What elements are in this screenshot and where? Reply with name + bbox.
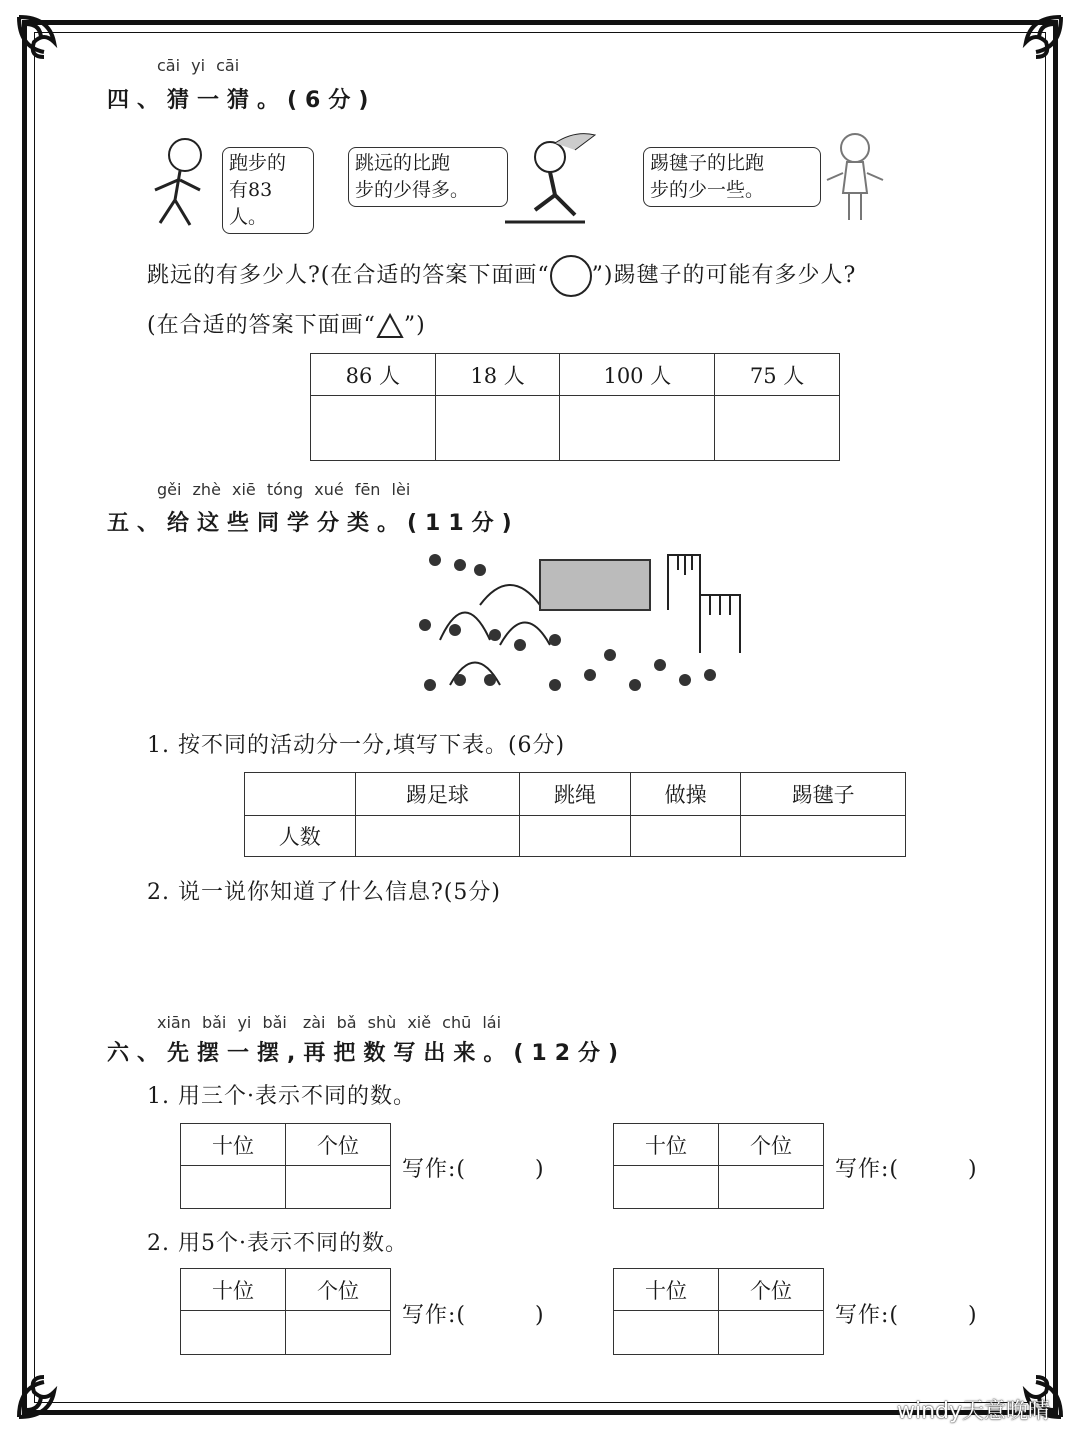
answer-cell[interactable] xyxy=(311,396,436,461)
ones-header: 个位 xyxy=(719,1124,824,1166)
heading-s5: 五、给这些同学分类。(11分) xyxy=(107,511,520,536)
pinyin-s5: gěi zhè xiē tóng xué fēn lèi xyxy=(157,480,411,499)
tens-header: 十位 xyxy=(614,1269,719,1311)
ones-header: 个位 xyxy=(719,1269,824,1311)
header-cell: 做操 xyxy=(630,773,741,816)
question-s6-1: 1. 用三个·表示不同的数。 xyxy=(147,1084,416,1109)
write-answer[interactable]: 写作:( ) xyxy=(402,1157,545,1182)
bubble-text: 跑步的 xyxy=(229,152,287,174)
bubble-text: 步的少得多。 xyxy=(355,179,470,201)
write-answer[interactable]: 写作:( ) xyxy=(402,1303,545,1328)
option-cell: 100 人 xyxy=(560,354,715,396)
speech-bubble-shuttlecock xyxy=(643,147,821,207)
corner-ornament-icon xyxy=(14,12,84,82)
answer-table-s4 xyxy=(310,353,840,461)
answer-cell[interactable] xyxy=(719,1311,824,1355)
corner-ornament-icon xyxy=(996,12,1066,82)
answer-cell[interactable] xyxy=(715,396,840,461)
heading-s4: 四、猜一猜。(6分) xyxy=(107,88,377,113)
watermark: windy天意晚晴 xyxy=(897,1399,1051,1424)
question-s4-line1 xyxy=(147,255,856,297)
place-value-table xyxy=(180,1268,391,1355)
running-boy-illustration xyxy=(145,135,215,230)
option-cell: 18 人 xyxy=(435,354,560,396)
answer-cell[interactable] xyxy=(181,1166,286,1209)
tens-header: 十位 xyxy=(181,1269,286,1311)
ones-header: 个位 xyxy=(286,1269,391,1311)
answer-cell[interactable] xyxy=(435,396,560,461)
question-s6-2: 2. 用5个·表示不同的数。 xyxy=(147,1231,408,1256)
answer-cell[interactable] xyxy=(560,396,715,461)
shuttlecock-girl-illustration xyxy=(825,128,885,228)
answer-cell[interactable] xyxy=(630,816,741,857)
circle-symbol-icon xyxy=(550,255,592,297)
write-answer[interactable]: 写作:( ) xyxy=(835,1157,978,1182)
answer-cell[interactable] xyxy=(181,1311,286,1355)
question-text: (在合适的答案下面画“ xyxy=(147,313,376,338)
heading-s6: 六、先摆一摆,再把数写出来。(12分) xyxy=(107,1041,627,1066)
header-cell xyxy=(245,773,356,816)
speech-bubble-running xyxy=(222,147,314,234)
write-answer[interactable]: 写作:( ) xyxy=(835,1303,978,1328)
answer-cell[interactable] xyxy=(520,816,631,857)
header-cell: 踢毽子 xyxy=(741,773,906,816)
question-s4-line2 xyxy=(147,308,426,339)
ones-header: 个位 xyxy=(286,1124,391,1166)
question-text: 跳远的有多少人?(在合适的答案下面画“ xyxy=(147,263,550,288)
pinyin-s6: xiān bǎi yi bǎi zài bǎ shù xiě chū lái xyxy=(157,1013,502,1032)
tens-header: 十位 xyxy=(181,1124,286,1166)
header-cell: 跳绳 xyxy=(520,773,631,816)
header-cell: 踢足球 xyxy=(355,773,520,816)
option-cell: 86 人 xyxy=(311,354,436,396)
answer-cell[interactable] xyxy=(741,816,906,857)
answer-cell[interactable] xyxy=(286,1311,391,1355)
activity-table xyxy=(244,772,906,857)
triangle-symbol-icon xyxy=(376,313,404,339)
row-label: 人数 xyxy=(245,816,356,857)
option-cell: 75 人 xyxy=(715,354,840,396)
tens-header: 十位 xyxy=(614,1124,719,1166)
question-s5-2: 2. 说一说你知道了什么信息?(5分) xyxy=(147,880,501,905)
bubble-text: 踢毽子的比跑 xyxy=(650,152,765,174)
corner-ornament-icon xyxy=(14,1352,84,1422)
bubble-text: 有83人。 xyxy=(229,179,273,228)
bubble-text: 跳远的比跑 xyxy=(355,152,451,174)
answer-cell[interactable] xyxy=(614,1311,719,1355)
jumping-girl-illustration xyxy=(505,125,615,230)
answer-cell[interactable] xyxy=(355,816,520,857)
students-activities-illustration xyxy=(410,545,745,707)
answer-cell[interactable] xyxy=(719,1166,824,1209)
place-value-table xyxy=(613,1123,824,1209)
answer-cell[interactable] xyxy=(286,1166,391,1209)
question-text: ”) xyxy=(403,313,426,338)
speech-bubble-long-jump xyxy=(348,147,508,207)
question-text: ”)踢毽子的可能有多少人? xyxy=(591,263,857,288)
place-value-table xyxy=(180,1123,391,1209)
place-value-table xyxy=(613,1268,824,1355)
question-s5-1: 1. 按不同的活动分一分,填写下表。(6分) xyxy=(147,733,566,758)
bubble-text: 步的少一些。 xyxy=(650,179,765,201)
pinyin-s4: cāi yi cāi xyxy=(157,56,240,75)
answer-cell[interactable] xyxy=(614,1166,719,1209)
